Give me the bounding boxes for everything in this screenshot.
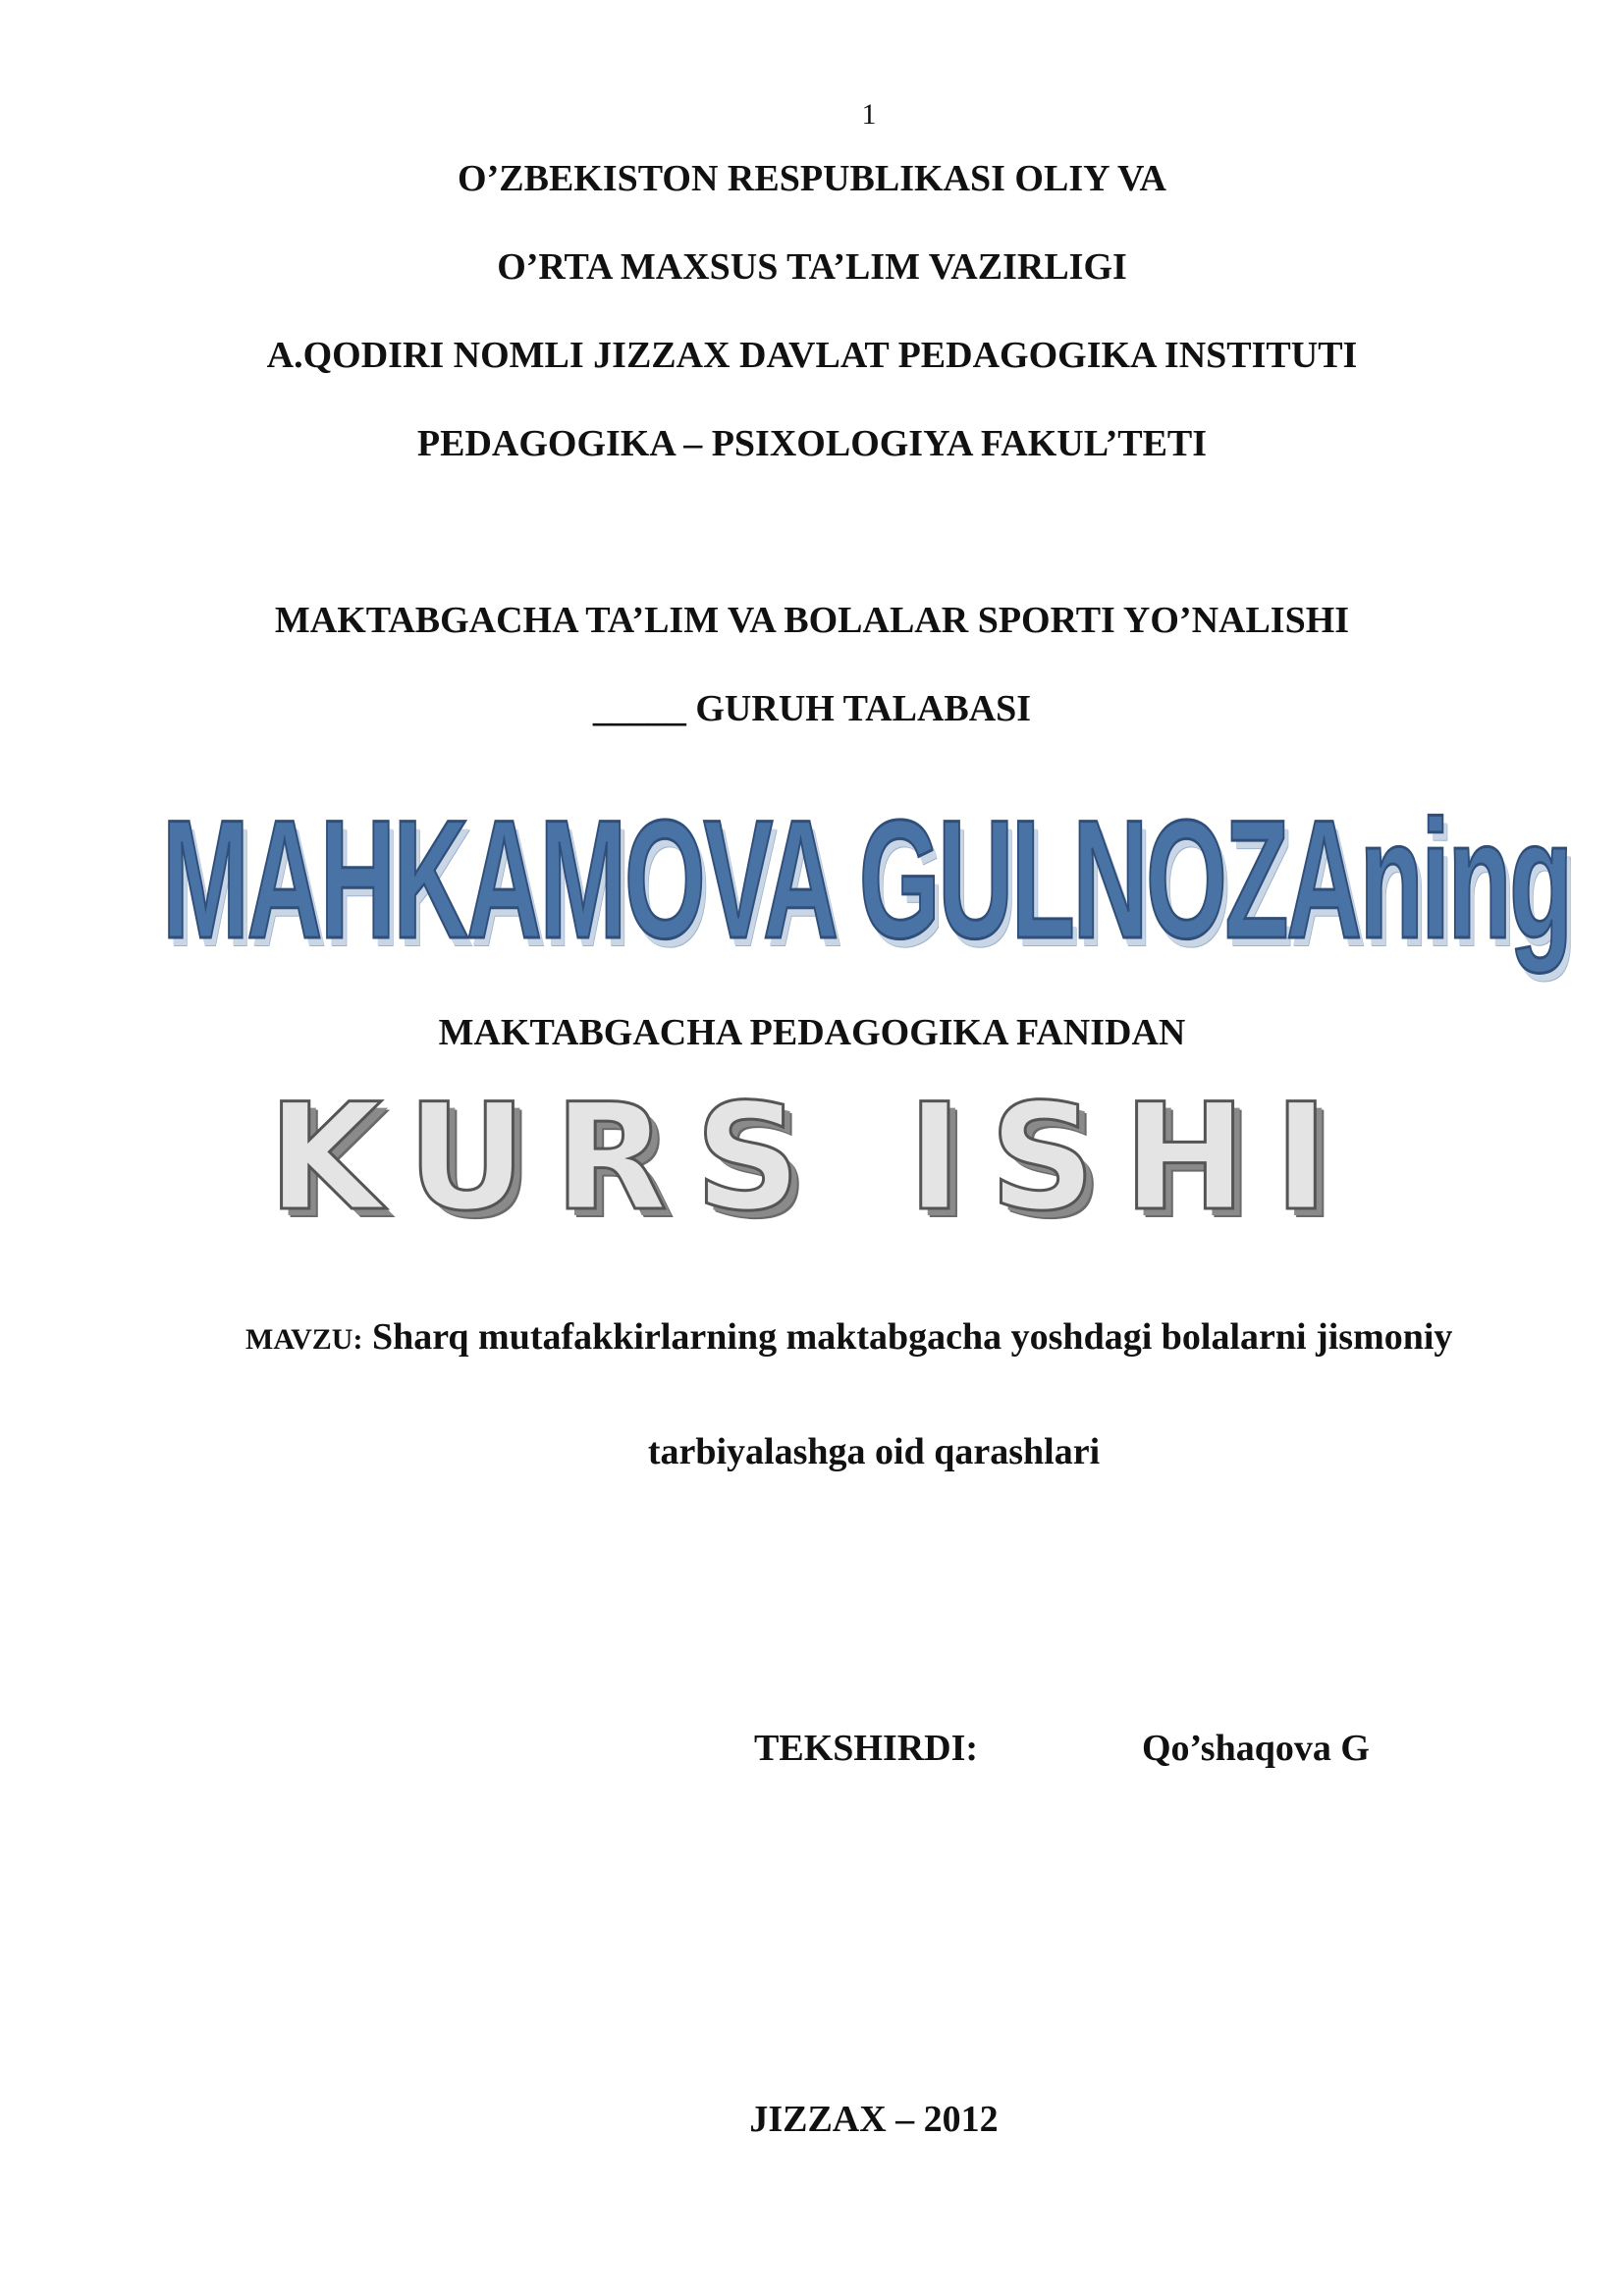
subject-line: MAKTABGACHA PEDAGOGIKA FANIDAN bbox=[438, 1012, 1186, 1053]
student-name-wordart: MAHKAMOVA GULNOZAning bbox=[162, 785, 1571, 974]
faculty-name: PEDAGOGIKA – PSIXOLOGIYA FAKUL’TETI bbox=[416, 423, 1208, 464]
ministry-line-1: O’ZBEKISTON RESPUBLIKASI OLIY VA bbox=[458, 158, 1166, 199]
institute-name: A.QODIRI NOMLI JIZZAX DAVLAT PEDAGOGIKA INSTITUTI bbox=[266, 335, 1358, 376]
page-number: 1 bbox=[861, 98, 877, 131]
checker-label: TEKSHIRDI: bbox=[754, 1728, 979, 1769]
city-year: JIZZAX – 2012 bbox=[749, 2099, 999, 2140]
checker-name: Qo’shaqova G bbox=[1142, 1728, 1370, 1769]
work-type-wordart: KURS ISHI bbox=[267, 1073, 1357, 1244]
topic-text-1: Sharq mutafakkirlarning maktabgacha yoshdagi bolalarni jismoniy bbox=[362, 1316, 1453, 1358]
study-direction: MAKTABGACHA TA’LIM VA BOLALAR SPORTI YO’NALISHI bbox=[274, 600, 1350, 641]
topic-line-2: tarbiyalashga oid qarashlari bbox=[647, 1431, 1101, 1472]
topic-line-1 bbox=[245, 1318, 1551, 1356]
topic-label: MAVZU: bbox=[245, 1323, 363, 1356]
ministry-line-2: O’RTA MAXSUS TA’LIM VAZIRLIGI bbox=[497, 246, 1127, 288]
student-group: _____ GURUH TALABASI bbox=[592, 688, 1032, 729]
